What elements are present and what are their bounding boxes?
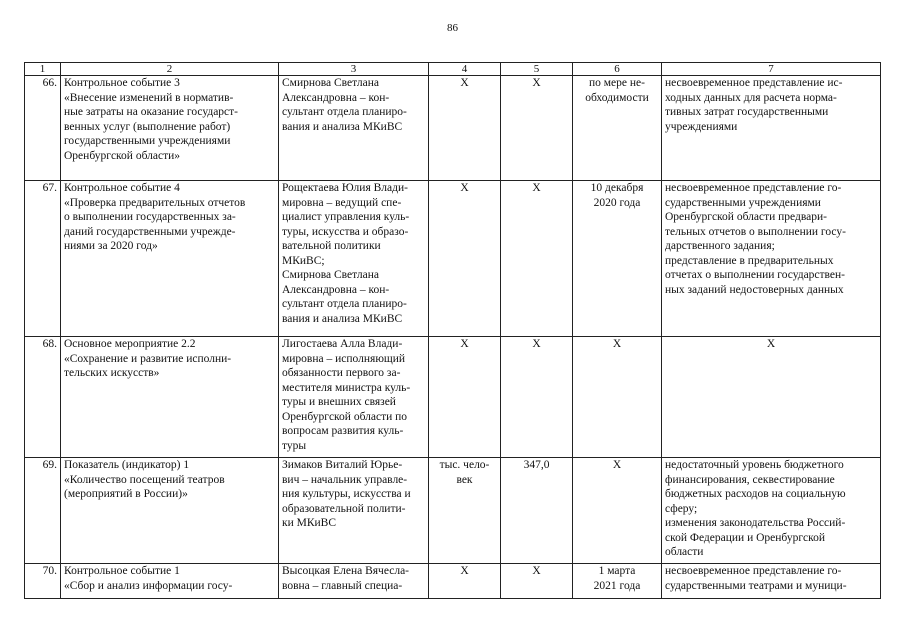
plan-table [24, 62, 881, 599]
event-cell: Контрольное событие 1 «Сбор и анализ информации госу- [61, 564, 279, 599]
table-row [25, 337, 881, 458]
unit-cell: Х [429, 337, 501, 458]
event-cell: Контрольное событие 4 «Проверка предварительных отчетов о выполнении государственных за- даний государственными учрежде- ниями за 2020 год» [61, 181, 279, 337]
column-number: 6 [573, 63, 662, 76]
responsible-cell: Высоцкая Елена Вячесла- вовна – главный специа- [279, 564, 429, 599]
responsible-cell: Рощектаева Юлия Влади- мировна – ведущий спе- циалист управления куль- туры, искусства и образо- вательной политики МКиВС; Смирнова Светлана Александровна – кон- сультант отдела планиро- вания и анализа МКиВС [279, 181, 429, 337]
table-row [25, 458, 881, 564]
deadline-cell: 10 декабря 2020 года [573, 181, 662, 337]
unit-cell: Х [429, 181, 501, 337]
table-row [25, 181, 881, 337]
value-cell: Х [501, 564, 573, 599]
column-number: 4 [429, 63, 501, 76]
responsible-cell: Лигостаева Алла Влади- мировна – исполняющий обязанности первого за- местителя министра куль- туры и внешних связей Оренбургской области по вопросам развития куль- туры [279, 337, 429, 458]
value-cell: Х [501, 337, 573, 458]
responsible-cell: Смирнова Светлана Александровна – кон- сультант отдела планиро- вания и анализа МКиВС [279, 76, 429, 181]
table-row [25, 564, 881, 599]
risk-cell: несвоевременное представление ис- ходных данных для расчета норма- тивных затрат государственными учреждениями [662, 76, 881, 181]
risk-cell: несвоевременное представление го- сударственными учреждениями Оренбургской области предвари- тельных отчетов о выполнении госу- дарственного задания; представление в предварительных отчетах о выполнении государствен- ных заданий недостоверных данных [662, 181, 881, 337]
table-row [25, 76, 881, 181]
row-number: 66. [25, 76, 61, 181]
value-cell: Х [501, 76, 573, 181]
row-number: 67. [25, 181, 61, 337]
value-cell: Х [501, 181, 573, 337]
unit-cell: Х [429, 564, 501, 599]
row-number: 69. [25, 458, 61, 564]
unit-cell: тыс. чело- век [429, 458, 501, 564]
deadline-cell: 1 марта 2021 года [573, 564, 662, 599]
column-number: 1 [25, 63, 61, 76]
risk-cell: Х [662, 337, 881, 458]
column-number: 7 [662, 63, 881, 76]
deadline-cell: по мере не- обходимости [573, 76, 662, 181]
value-cell: 347,0 [501, 458, 573, 564]
unit-cell: Х [429, 76, 501, 181]
column-number: 2 [61, 63, 279, 76]
event-cell: Показатель (индикатор) 1 «Количество посещений театров (мероприятий в России)» [61, 458, 279, 564]
column-number: 3 [279, 63, 429, 76]
page-number: 86 [447, 22, 458, 34]
deadline-cell: Х [573, 458, 662, 564]
risk-cell: несвоевременное представление го- сударственными театрами и муници- [662, 564, 881, 599]
deadline-cell: Х [573, 337, 662, 458]
row-number: 70. [25, 564, 61, 599]
column-number: 5 [501, 63, 573, 76]
responsible-cell: Зимаков Виталий Юрье- вич – начальник управле- ния культуры, искусства и образовательной полити- ки МКиВС [279, 458, 429, 564]
row-number: 68. [25, 337, 61, 458]
event-cell: Контрольное событие 3 «Внесение изменений в норматив- ные затраты на оказание государст- венных услуг (выполнение работ) государственными учреждениями Оренбургской области» [61, 76, 279, 181]
column-number-row [25, 63, 881, 76]
risk-cell: недостаточный уровень бюджетного финансирования, секвестирование бюджетных расходов на социальную сферу; изменения законодательства Россий- ской Федерации и Оренбургской области [662, 458, 881, 564]
event-cell: Основное мероприятие 2.2 «Сохранение и развитие исполни- тельских искусств» [61, 337, 279, 458]
